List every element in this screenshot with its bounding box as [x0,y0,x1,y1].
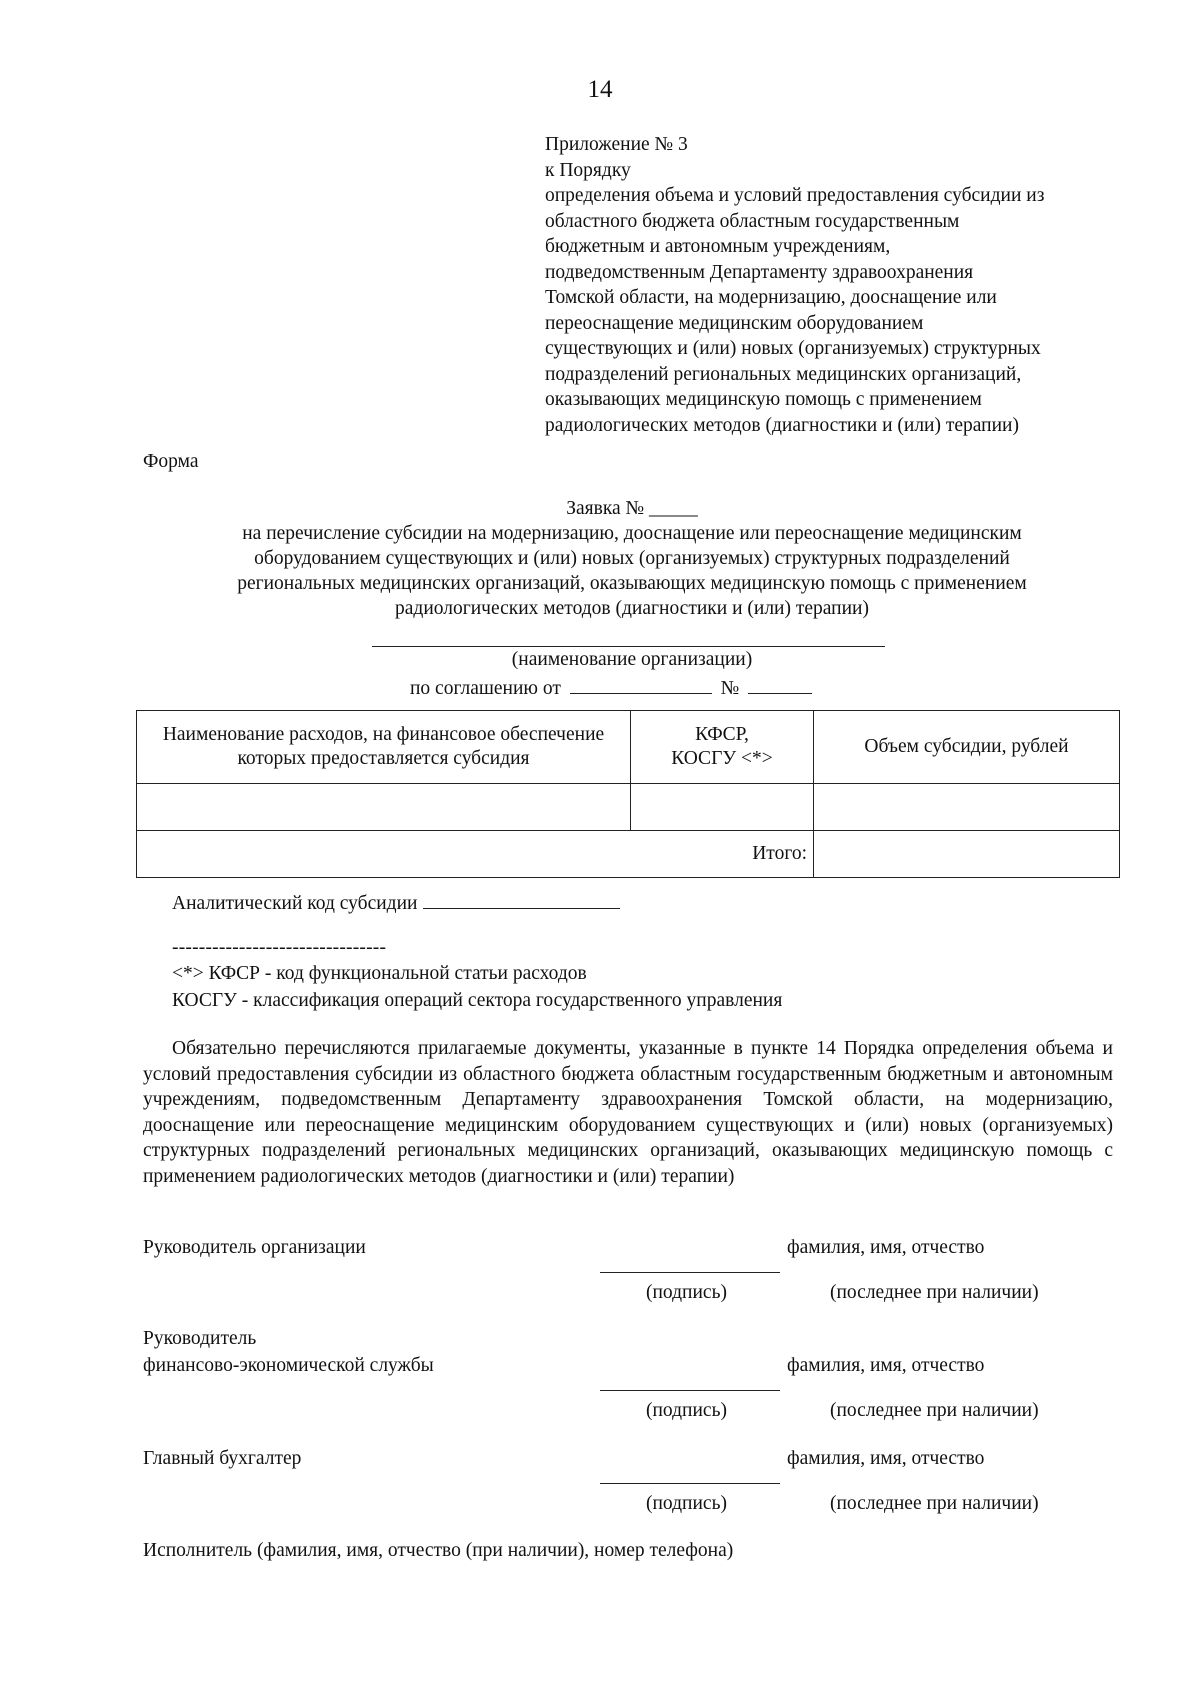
appendix-header [545,132,1145,438]
appendix-line: Томской области, на модернизацию, дооснащение или [545,287,997,308]
signature-title: финансово-экономической службы [143,1355,434,1376]
request-line: на перечисление субсидии на модернизацию, дооснащение или переоснащение медицинским [242,523,1022,544]
appendix-line: подведомственным Департаменту здравоохранения [545,261,974,283]
appendix-line: областного бюджета областным государственным [545,210,960,232]
footnote-kfsr: <*> КФСР - код функциональной статьи расходов [172,963,587,984]
page-number: 14 [587,76,613,103]
request-line: региональных медицинских организаций, оказывающих медицинскую помощь с применением [237,573,1027,594]
table-cell-amount[interactable] [814,784,1120,831]
table-total-row [137,831,1120,878]
executor-line: Исполнитель (фамилия, имя, отчество (при наличии), номер телефона) [143,1540,734,1561]
signature-line[interactable] [600,1272,780,1273]
appendix-line: переоснащение медицинским оборудованием [545,312,924,334]
table-total-label: Итого: [137,831,814,878]
agreement-line [410,675,816,700]
request-line: оборудованием существующих и (или) новых (организуемых) структурных подразделений [254,548,1010,569]
appendix-line: оказывающих медицинскую помощь с применением [545,389,982,410]
required-documents-paragraph: Обязательно перечисляются прилагаемые документы, указанные в пункте 14 Порядка определения объема и условий предоставления субсидии из областного бюджета областным государственным бюджетным и автономным учреждениям, подведомственным Департаменту здравоохранения Томской области, на модернизацию, дооснащение или переоснащение медицинским оборудованием существующих и (или) новых (организуемых) структурных подразделений региональных медицинских организаций, оказывающих медицинскую помощь с применением радиологических методов (диагностики и (или) терапии) [143,1038,1113,1187]
header-text: Наименование расходов, на финансовое обеспечение которых предоставляется субсидия [162,724,605,769]
organization-name-line[interactable] [372,646,885,647]
signature-line[interactable] [600,1390,780,1391]
footnote-separator: -------------------------------- [172,937,387,958]
table-cell-kfsr-kosgu[interactable] [631,784,814,831]
header-text: Объем субсидии, рублей [864,736,1069,757]
analytic-code-label: Аналитический код субсидии [172,893,418,914]
request-title: Заявка № _____ [566,498,698,519]
table-header-row [137,711,1120,784]
appendix-line: радиологических методов (диагностики и (или) терапии) [545,414,1019,436]
table-header-amount [814,711,1120,784]
analytic-code [172,890,620,915]
signature-line[interactable] [600,1483,780,1484]
agreement-prefix: по соглашению от [410,678,561,699]
agreement-date-field[interactable] [570,675,712,694]
table-row [137,784,1120,831]
table-total-value[interactable] [814,831,1120,878]
appendix-line: Приложение № 3 [545,134,688,155]
appendix-line: подразделений региональных медицинских организаций, [545,363,1022,385]
appendix-line: к Порядку [545,159,631,181]
form-label: Форма [143,451,199,472]
agreement-number-field[interactable] [748,675,812,694]
request-line: радиологических методов (диагностики и (или) терапии) [395,598,869,619]
signature-note: (последнее при наличии) [830,1493,1039,1514]
signature-caption: (подпись) [646,1493,727,1514]
signature-fio-label: фамилия, имя, отчество [787,1237,985,1258]
appendix-line: существующих и (или) новых (организуемых) структурных [545,338,1041,359]
header-text: КФСР, КОСГУ <*> [671,724,773,769]
subsidy-table [136,710,1120,878]
signature-title: Руководитель [143,1328,257,1349]
signature-fio-label: фамилия, имя, отчество [787,1448,985,1469]
table-cell-expenses[interactable] [137,784,631,831]
signature-title: Главный бухгалтер [143,1448,302,1469]
signature-note: (последнее при наличии) [830,1400,1039,1421]
appendix-line: определения объема и условий предоставления субсидии из [545,185,1045,206]
organization-caption: (наименование организации) [511,649,753,670]
signature-caption: (подпись) [646,1400,727,1421]
signature-caption: (подпись) [646,1282,727,1303]
analytic-code-field[interactable] [423,890,620,909]
appendix-line: бюджетным и автономным учреждениям, [545,236,891,257]
signature-title: Руководитель организации [143,1237,366,1258]
signature-note: (последнее при наличии) [830,1282,1039,1303]
table-header-expenses [137,711,631,784]
footnote-kosgu: КОСГУ - классификация операций сектора государственного управления [172,990,783,1011]
signature-fio-label: фамилия, имя, отчество [787,1355,985,1376]
agreement-number-sign: № [720,678,740,699]
request-heading [0,496,1200,621]
table-header-kfsr-kosgu [631,711,814,784]
